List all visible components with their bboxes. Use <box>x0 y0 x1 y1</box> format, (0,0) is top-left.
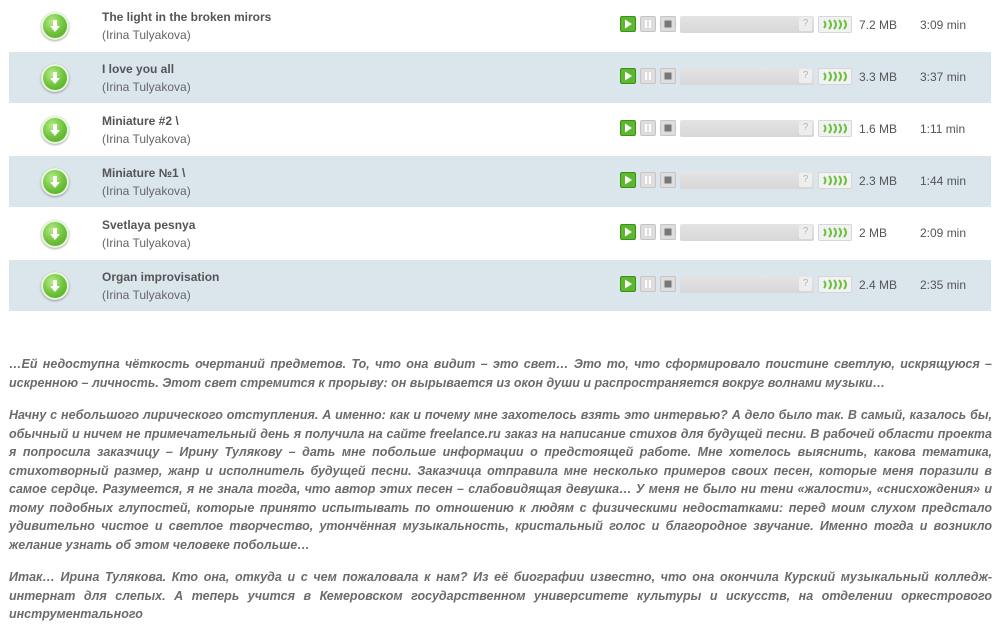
stop-button[interactable] <box>660 276 676 292</box>
track-row <box>9 104 991 156</box>
track-duration: 2:35 min <box>920 278 967 292</box>
progress-help-icon: ? <box>799 121 812 135</box>
progress-bar[interactable] <box>680 276 814 293</box>
track-title: I love you all <box>102 62 175 76</box>
file-size: 3.3 MB <box>859 70 898 84</box>
progress-bar[interactable] <box>680 172 814 189</box>
track-title: Svetlaya pesnya <box>102 218 196 232</box>
play-button[interactable] <box>620 276 636 292</box>
track-row <box>9 260 991 312</box>
article-paragraph: …Ей недоступна чёткость очертаний предметов. То, что она видит – это свет… Это то, что сформировало поистине светлую, искрящуюся – искренною – личность. Этот свет стремится к прорыву: он вырывается из окон души и распространяется вокруг волнами музыки… <box>9 357 992 390</box>
progress-bar[interactable] <box>680 16 814 33</box>
track-duration: 2:09 min <box>920 226 967 240</box>
track-duration: 3:37 min <box>920 70 967 84</box>
track-duration: 1:44 min <box>920 174 967 188</box>
download-arrow-icon[interactable] <box>41 12 69 40</box>
progress-bar[interactable] <box>680 224 814 241</box>
track-artist: (Irina Tulyakova) <box>102 80 191 94</box>
download-arrow-icon[interactable] <box>41 116 69 144</box>
download-arrow-icon[interactable] <box>41 220 69 248</box>
file-size: 7.2 MB <box>859 18 898 32</box>
volume-icon[interactable] <box>818 16 852 33</box>
progress-help-icon: ? <box>799 69 812 83</box>
play-button[interactable] <box>620 16 636 32</box>
download-arrow-icon[interactable] <box>41 272 69 300</box>
pause-button[interactable] <box>640 172 656 188</box>
download-arrow-icon[interactable] <box>41 64 69 92</box>
volume-icon[interactable] <box>818 172 852 189</box>
stop-button[interactable] <box>660 68 676 84</box>
progress-bar[interactable] <box>680 120 814 137</box>
file-size: 2.3 MB <box>859 174 898 188</box>
progress-help-icon: ? <box>799 173 812 187</box>
pause-button[interactable] <box>640 224 656 240</box>
volume-icon[interactable] <box>818 224 852 241</box>
progress-help-icon: ? <box>799 17 812 31</box>
stop-button[interactable] <box>660 172 676 188</box>
play-button[interactable] <box>620 120 636 136</box>
track-artist: (Irina Tulyakova) <box>102 132 191 146</box>
file-size: 2 MB <box>859 226 888 240</box>
stop-button[interactable] <box>660 120 676 136</box>
track-title: Miniature #2 \ <box>102 114 179 128</box>
file-size: 2.4 MB <box>859 278 898 292</box>
article-text <box>9 355 992 638</box>
track-artist: (Irina Tulyakova) <box>102 288 191 302</box>
pause-button[interactable] <box>640 68 656 84</box>
stop-button[interactable] <box>660 224 676 240</box>
track-list <box>9 0 991 312</box>
download-arrow-icon[interactable] <box>41 168 69 196</box>
track-duration: 1:11 min <box>920 122 966 136</box>
volume-icon[interactable] <box>818 276 852 293</box>
track-title: Organ improvisation <box>102 270 220 284</box>
track-artist: (Irina Tulyakova) <box>102 184 191 198</box>
progress-help-icon: ? <box>799 277 812 291</box>
track-row <box>9 52 991 104</box>
track-row <box>9 0 991 52</box>
stop-button[interactable] <box>660 16 676 32</box>
progress-help-icon: ? <box>799 225 812 239</box>
volume-icon[interactable] <box>818 120 852 137</box>
play-button[interactable] <box>620 68 636 84</box>
play-button[interactable] <box>620 172 636 188</box>
volume-icon[interactable] <box>818 68 852 85</box>
pause-button[interactable] <box>640 120 656 136</box>
pause-button[interactable] <box>640 276 656 292</box>
track-title: The light in the broken mirors <box>102 10 272 24</box>
track-artist: (Irina Tulyakova) <box>102 28 191 42</box>
track-row <box>9 208 991 260</box>
track-duration: 3:09 min <box>920 18 967 32</box>
article-paragraph: Итак… Ирина Тулякова. Кто она, откуда и с чем пожаловала к нам? Из её биографии известно, что она окончила Курский музыкальный колледж-интернат для слепых. А теперь учится в Кемеровском государственном университете культуры и искусств, на отделении оркестрового инструментального <box>9 570 992 621</box>
pause-button[interactable] <box>640 16 656 32</box>
file-size: 1.6 MB <box>859 122 898 136</box>
article-paragraph: Начну с небольшого лирического отступления. А именно: как и почему мне захотелось взять это интервью? А дело было так. В самый, казалось бы, обычный и ничем не примечательный день я получила на сайте freelance.ru заказ на написание стихов для будущей песни. В рабочей области проекта я попросила заказчицу – Ирину Тулякову – дать мне побольше информации о предстоящей работе. Мне хотелось выяснить, какова тематика, стихотворный размер, жанр и исполнитель будущей песни. Заказчица отправила мне несколько примеров своих песен, которые меня поразили в самое сердце. Разумеется, я не знала тогда, что автор этих песен – слабовидящая девушка… У меня не было ни тени «жалости», «снисхождения» и тому подобных глупостей, которые принято испытывать по отношению к людям с физическими недостатками: перед моим слухом предстало удивительно чистое и светлое творчество, утончённая музыкальность, кристальный голос и благородное звучание. Именно тогда и возникло желание узнать об этом человеке побольше… <box>9 408 992 552</box>
track-row <box>9 156 991 208</box>
track-artist: (Irina Tulyakova) <box>102 236 191 250</box>
track-title: Miniature №1 \ <box>102 166 186 180</box>
progress-bar[interactable] <box>680 68 814 85</box>
play-button[interactable] <box>620 224 636 240</box>
